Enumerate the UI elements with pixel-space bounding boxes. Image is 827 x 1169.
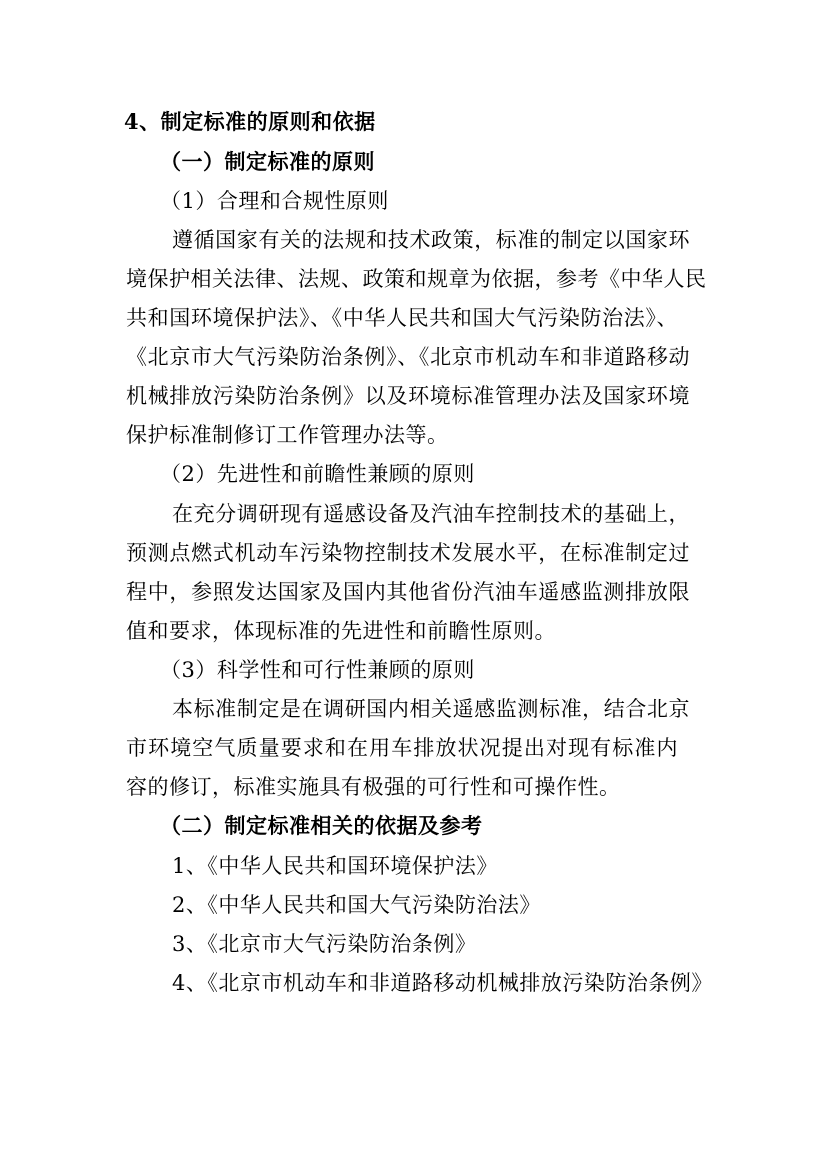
paragraph-line: 《北京市大气污染防治条例》、《北京市机动车和非道路移动 xyxy=(126,345,690,369)
principle-1-title: （1）合理和合规性原则 xyxy=(160,189,389,213)
paragraph-line: 容的修订，标准实施具有极强的可行性和可操作性。 xyxy=(126,775,621,799)
paragraph-line: 机械排放污染防治条例》以及环境标准管理办法及国家环境 xyxy=(126,384,690,408)
paragraph-line: 遵循国家有关的法规和技术政策，标准的制定以国家环 xyxy=(172,228,690,252)
section-heading: 4、制定标准的原则和依据 xyxy=(124,109,376,134)
subsection-title-principles: （一）制定标准的原则 xyxy=(160,149,375,174)
principle-3-title: （3）科学性和可行性兼顾的原则 xyxy=(160,658,475,682)
paragraph-line: 程中，参照发达国家及国内其他省份汽油车遥感监测排放限 xyxy=(126,580,690,604)
paragraph-line: 共和国环境保护法》、《中华人民共和国大气污染防治法》、 xyxy=(126,306,678,330)
paragraph-line: 保护标准制修订工作管理办法等。 xyxy=(126,423,449,447)
paragraph-line: 值和要求，体现标准的先进性和前瞻性原则。 xyxy=(126,619,556,643)
paragraph-line: 在充分调研现有遥感设备及汽油车控制技术的基础上， xyxy=(172,502,690,526)
paragraph-line: 市环境空气质量要求和在用车排放状况提出对现有标准内 xyxy=(126,736,678,760)
paragraph-line: 预测点燃式机动车污染物控制技术发展水平，在标准制定过 xyxy=(126,541,690,565)
paragraph-line: 境保护相关法律、法规、政策和规章为依据，参考《中华人民 xyxy=(126,267,707,291)
reference-item: 1、《中华人民共和国环境保护法》 xyxy=(172,854,498,878)
reference-item: 2、《中华人民共和国大气污染防治法》 xyxy=(172,893,541,917)
subsection-title-basis: （二）制定标准相关的依据及参考 xyxy=(160,813,483,838)
principle-2-title: （2）先进性和前瞻性兼顾的原则 xyxy=(160,462,475,486)
paragraph-line: 本标准制定是在调研国内相关遥感监测标准，结合北京 xyxy=(172,697,690,721)
reference-item: 4、《北京市机动车和非道路移动机械排放污染防治条例》 xyxy=(172,971,713,995)
reference-item: 3、《北京市大气污染防治条例》 xyxy=(172,932,477,956)
